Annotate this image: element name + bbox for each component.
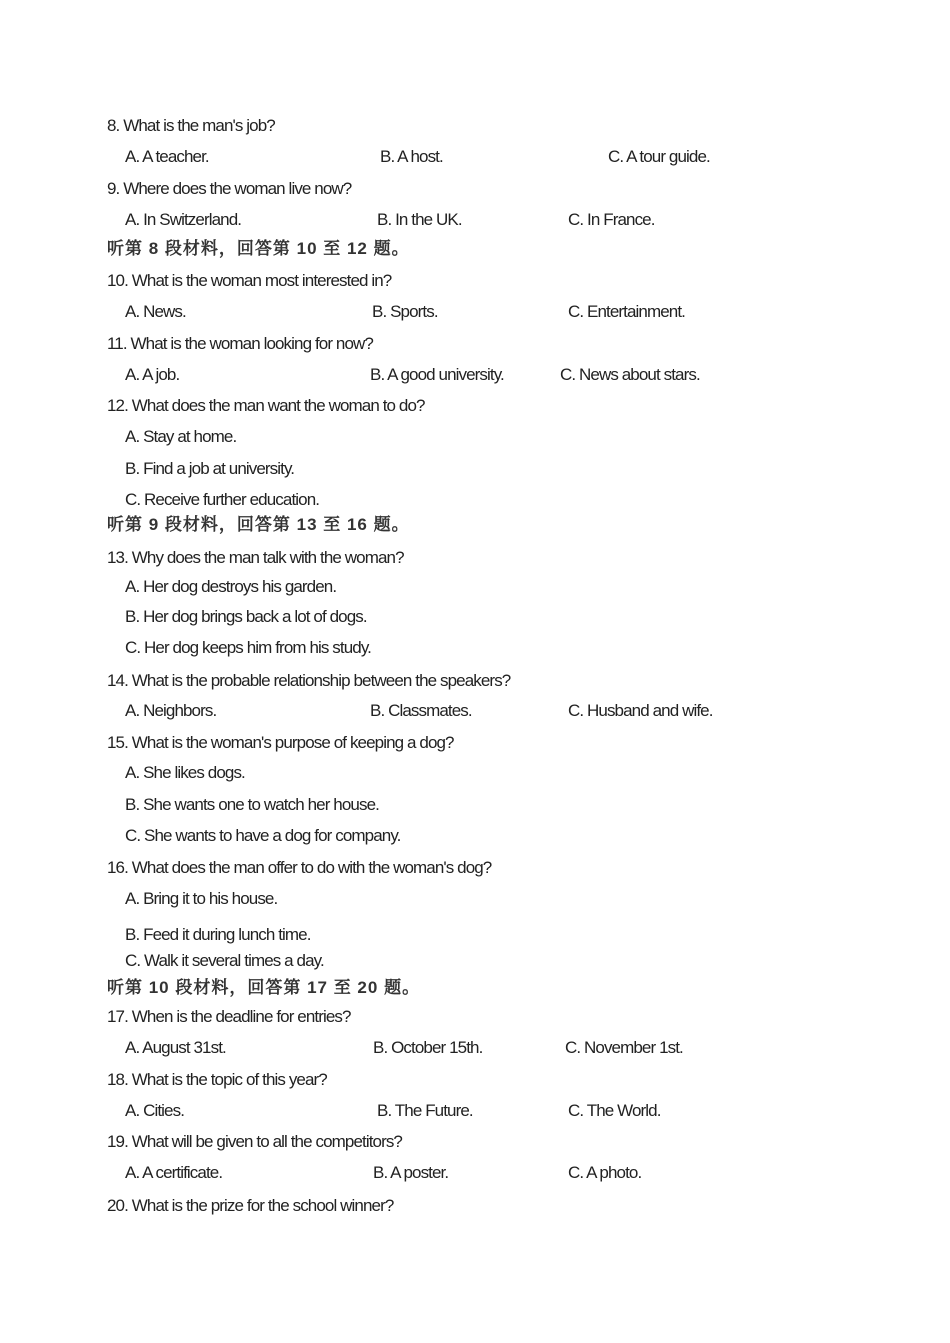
option-8c: C. A tour guide.: [608, 147, 710, 166]
option-9b: B. In the UK.: [377, 210, 462, 229]
option-15b: B. She wants one to watch her house.: [125, 795, 379, 814]
question-16: 16. What does the man offer to do with the woman's dog?: [107, 858, 492, 877]
section-header-material-9: 听第 9 段材料，回答第 13 至 16 题。: [107, 515, 410, 534]
option-9a: A. In Switzerland.: [125, 210, 242, 229]
option-16c: C. Walk it several times a day.: [125, 951, 324, 970]
option-15c: C. She wants to have a dog for company.: [125, 826, 401, 845]
question-8: 8. What is the man's job?: [107, 116, 275, 135]
question-18: 18. What is the topic of this year?: [107, 1070, 327, 1089]
option-18c: C. The World.: [568, 1101, 661, 1120]
option-17c: C. November 1st.: [565, 1038, 683, 1057]
question-12: 12. What does the man want the woman to do?: [107, 396, 425, 415]
option-12a: A. Stay at home.: [125, 427, 237, 446]
option-10b: B. Sports.: [372, 302, 438, 321]
option-12c: C. Receive further education.: [125, 490, 320, 509]
question-10: 10. What is the woman most interested in?: [107, 271, 392, 290]
option-14b: B. Classmates.: [370, 701, 472, 720]
option-14c: C. Husband and wife.: [568, 701, 713, 720]
option-13c: C. Her dog keeps him from his study.: [125, 638, 372, 657]
option-17a: A. August 31st.: [125, 1038, 226, 1057]
option-18a: A. Cities.: [125, 1101, 185, 1120]
option-9c: C. In France.: [568, 210, 655, 229]
option-16b: B. Feed it during lunch time.: [125, 925, 311, 944]
option-19c: C. A photo.: [568, 1163, 642, 1182]
option-13b: B. Her dog brings back a lot of dogs.: [125, 607, 367, 626]
option-11c: C. News about stars.: [560, 365, 700, 384]
option-18b: B. The Future.: [377, 1101, 473, 1120]
option-13a: A. Her dog destroys his garden.: [125, 577, 337, 596]
option-17b: B. October 15th.: [373, 1038, 483, 1057]
option-12b: B. Find a job at university.: [125, 459, 295, 478]
option-15a: A. She likes dogs.: [125, 763, 245, 782]
option-19b: B. A poster.: [373, 1163, 449, 1182]
option-19a: A. A certificate.: [125, 1163, 223, 1182]
question-17: 17. When is the deadline for entries?: [107, 1007, 351, 1026]
question-9: 9. Where does the woman live now?: [107, 179, 352, 198]
option-16a: A. Bring it to his house.: [125, 889, 278, 908]
question-13: 13. Why does the man talk with the woman?: [107, 548, 404, 567]
option-10c: C. Entertainment.: [568, 302, 685, 321]
option-8a: A. A teacher.: [125, 147, 209, 166]
option-14a: A. Neighbors.: [125, 701, 217, 720]
question-11: 11. What is the woman looking for now?: [107, 334, 373, 353]
question-14: 14. What is the probable relationship between the speakers?: [107, 671, 511, 690]
option-11a: A. A job.: [125, 365, 180, 384]
option-10a: A. News.: [125, 302, 186, 321]
question-19: 19. What will be given to all the competitors?: [107, 1132, 402, 1151]
section-header-material-10: 听第 10 段材料，回答第 17 至 20 题。: [107, 978, 421, 997]
option-11b: B. A good university.: [370, 365, 504, 384]
section-header-material-8: 听第 8 段材料，回答第 10 至 12 题。: [107, 239, 410, 258]
option-8b: B. A host.: [380, 147, 443, 166]
question-15: 15. What is the woman's purpose of keeping a dog?: [107, 733, 454, 752]
question-20: 20. What is the prize for the school winner?: [107, 1196, 394, 1215]
